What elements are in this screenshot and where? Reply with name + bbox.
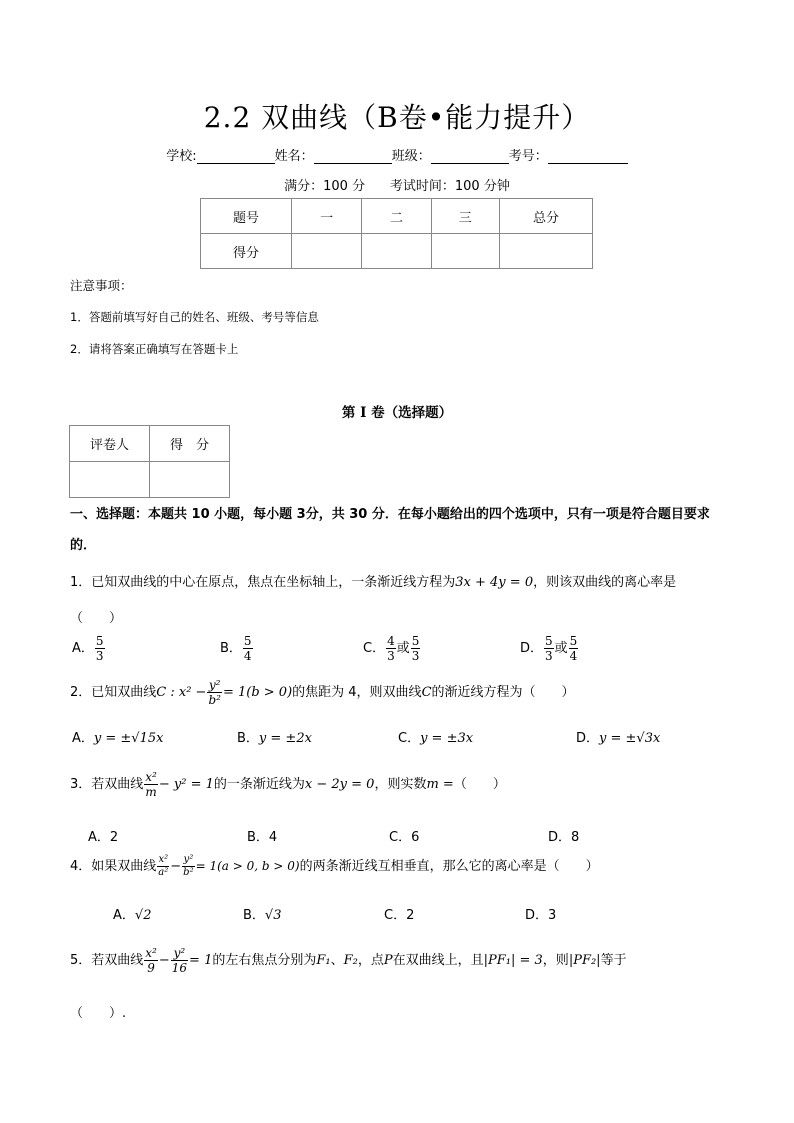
table-row [70,426,230,462]
score-cell[interactable] [362,234,431,269]
page-title: 2.2 双曲线（B卷•能力提升） [203,101,591,134]
q2-c-symbol: C [421,685,432,700]
table-row [201,199,593,234]
q3-option-b[interactable]: B．4 [247,830,278,845]
option-label: B． [220,641,242,656]
q1-option-a[interactable] [72,634,106,663]
q1-text-post: ，则该双曲线的离心率是 [533,575,677,590]
q1-option-b[interactable] [220,634,254,663]
q1-option-c[interactable] [363,634,421,663]
q1-option-d[interactable] [520,634,579,663]
fraction: $\frac{5}{4}$ [569,634,578,663]
q2-text-post: 的渐近线方程为（ ） [431,685,575,700]
q4-equation: = 1(a > 0, b > 0) [195,859,300,873]
exam-no-blank[interactable] [548,149,628,164]
option-math: y = ±√3x [599,731,661,746]
section-title: 第 I 卷（选择题） [341,405,453,421]
option-label: C． [363,641,386,656]
q2-option-b[interactable] [237,727,312,746]
fraction: $\frac{\text{y²}}{\text{b²}}$ [183,854,194,878]
q3-option-c[interactable]: C．6 [389,830,420,845]
name-label: 姓名： [274,149,314,164]
grader-header-cell: 评卷人 [70,426,150,462]
q3-text-mid: 的一条渐近线为 [213,777,305,792]
fraction: $\frac{5}{3}$ [95,634,104,663]
q5-text-mid: 的左右焦点分别为 [212,953,317,968]
or-text: 或 [396,641,410,656]
section-header: 一、选择题：本题共 10 小题，每小题 3分，共 30 分．在每小题给出的四个选项中，只有一项是符合题目要求的． [70,507,710,553]
fraction: $\frac{\text{y²}}{16}$ [171,946,188,975]
q5-pf2: |PF₂| [568,953,601,968]
option-label: B． [237,731,259,746]
score-header-cell: 题号 [201,199,292,234]
q3-asymptote: x − 2y = 0 [304,777,375,792]
q5-pf1: |PF₁| = 3 [483,953,543,968]
option-label: A． [72,731,94,746]
q4-option-c[interactable]: C．2 [384,908,415,923]
grader-table [69,425,230,498]
full-score: 满分：100 分 [284,179,366,194]
score-header-cell: 三 [431,199,499,234]
fraction: $\frac{\text{x²}}{\text{a²}}$ [158,854,169,878]
option-label: A． [113,908,135,923]
q3-equation: − y² = 1 [158,777,214,792]
fraction: $\frac{\text{x²}}{m}$ [145,770,157,799]
school-label: 学校: [166,149,197,164]
q1-paren: （ ） [70,611,123,626]
q5-f2: F₂ [343,953,358,968]
option-math: √3 [264,908,282,923]
option-math: √2 [134,908,152,923]
or-text: 或 [554,641,568,656]
question-4 [70,854,599,879]
question-2 [70,678,575,707]
class-blank[interactable] [431,149,509,164]
score-cell[interactable] [292,234,362,269]
q5-text-mid2: ，点 [357,953,384,968]
q3-option-d[interactable]: D．8 [548,830,580,845]
score-cell[interactable] [499,234,592,269]
minus-sign: − [170,859,182,874]
q5-text-mid4: ，则 [542,953,569,968]
option-math: y = ±3x [420,731,474,746]
q4-option-b[interactable] [243,904,281,923]
question-5 [70,946,627,975]
note-item: 1．答题前填写好自己的姓名、班级、考号等信息 [70,310,319,324]
score-row-label: 得分 [201,234,292,269]
q5-text-mid3: 在双曲线上，且 [392,953,484,968]
q3-m-symbol: m = [426,777,454,792]
option-label: A． [72,641,94,656]
q5-text-post: 等于 [600,953,627,968]
separator: 、 [330,953,344,968]
q1-text: 1．已知双曲线的中心在原点，焦点在坐标轴上，一条渐近线方程为 [70,575,456,590]
score-header-cell: 二 [362,199,431,234]
q3-paren: （ ） [453,777,506,792]
table-row [70,462,230,498]
q2-equation: C : x² − [156,685,207,700]
q5-f1: F₁ [316,953,331,968]
option-math: y = ±√15x [93,731,164,746]
q2-option-d[interactable] [576,727,660,746]
fraction: $\frac{5}{3}$ [545,634,553,663]
q5-text: 5．若双曲线 [70,953,144,968]
q2-option-a[interactable] [72,727,163,746]
option-label: D． [576,731,600,746]
exam-no-label: 考号： [508,149,548,164]
grader-header-cell: 得 分 [149,426,229,462]
q2-text: 2．已知双曲线 [70,685,157,700]
q4-text: 4．如果双曲线 [70,859,157,874]
option-label: D． [520,641,544,656]
q3-option-a[interactable]: A．2 [88,830,119,845]
q2-equation-post: = 1(b > 0) [222,685,293,700]
score-header-cell: 总分 [499,199,592,234]
table-row [201,234,593,269]
class-label: 班级： [391,149,431,164]
option-label: C． [398,731,421,746]
score-table [200,198,593,269]
notes-heading: 注意事项： [70,278,133,293]
q4-option-d[interactable]: D．3 [525,908,557,923]
exam-meta [0,175,794,194]
note-item: 2．请将答案正确填写在答题卡上 [70,342,239,356]
exam-time: 考试时间：100 分钟 [389,179,510,194]
fraction: $\frac{5}{3}$ [411,634,420,663]
question-1 [70,571,676,590]
q1-equation: 3x + 4y = 0 [455,575,534,590]
q5-equation: = 1 [189,953,213,968]
fraction: $\frac{5}{4}$ [243,634,252,663]
fraction: $\frac{\text{y²}}{\text{b²}}$ [208,678,221,707]
q3-text-post: ，则实数 [374,777,427,792]
score-cell[interactable] [431,234,499,269]
student-info-line [0,145,794,164]
q2-text-mid: 的焦距为 4，则双曲线 [292,685,422,700]
option-math: y = ±2x [258,731,312,746]
grader-cell[interactable] [149,462,229,498]
question-3 [70,770,506,799]
grader-cell[interactable] [70,462,150,498]
q4-text-post: 的两条渐近线互相垂直，那么它的离心率是（ ） [299,859,599,874]
q5-paren: （ ）. [70,1006,127,1021]
fraction: $\frac{\text{x²}}{9}$ [145,946,157,975]
q3-text: 3．若双曲线 [70,777,144,792]
q4-option-a[interactable] [113,904,151,923]
q5-p-symbol: P [383,953,393,968]
name-blank[interactable] [314,149,392,164]
option-label: B． [243,908,265,923]
q2-option-c[interactable] [398,727,473,746]
school-blank[interactable] [197,149,275,164]
minus-sign: − [158,953,170,968]
score-header-cell: 一 [292,199,362,234]
fraction: $\frac{4}{3}$ [387,634,395,663]
